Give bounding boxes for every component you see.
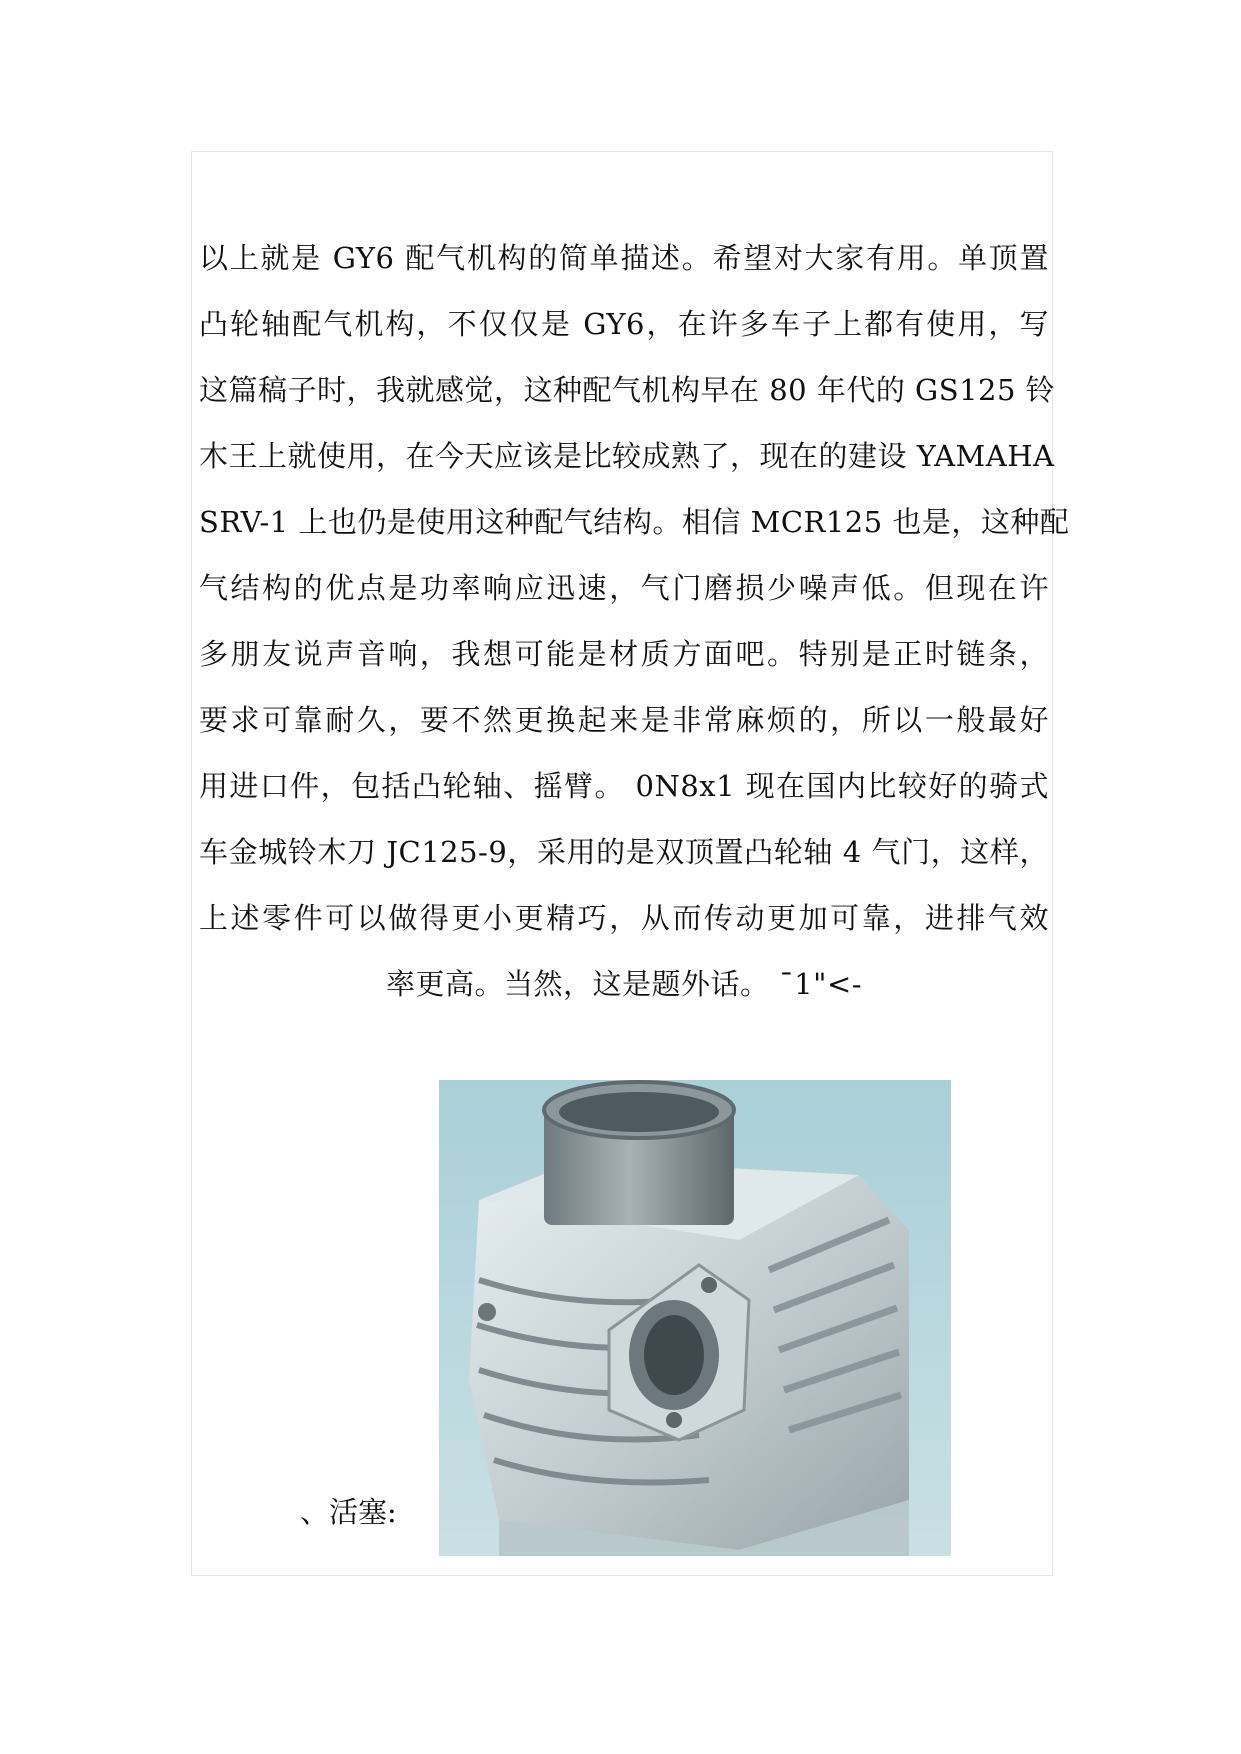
- paragraph-line: 木王上就使用，在今天应该是比较成熟了，现在的建设 YAMAHA: [199, 439, 1055, 473]
- paragraph-line: SRV-1 上也仍是使用这种配气结构。相信 MCR125 也是，这种配: [199, 505, 1070, 539]
- paragraph-line-last: 率更高。当然，这是题外话。 ¯1"<-: [385, 967, 863, 1001]
- section-caption: 、活塞:: [300, 1495, 397, 1529]
- paragraph-line: 这篇稿子时，我就感觉，这种配气机构早在 80 年代的 GS125 铃: [199, 373, 1056, 407]
- paragraph-line: 用进口件，包括凸轮轴、摇臂。 0N8x1 现在国内比较好的骑式: [199, 769, 1049, 803]
- paragraph-line: 多朋友说声音响，我想可能是材质方面吧。特别是正时链条，: [199, 637, 1049, 671]
- paragraph-line: 气结构的优点是功率响应迅速，气门磨损少噪声低。但现在许: [199, 571, 1049, 605]
- paragraph-line: 上述零件可以做得更小更精巧，从而传动更加可靠，进排气效: [199, 901, 1049, 935]
- paragraph-line: 凸轮轴配气机构，不仅仅是 GY6，在许多车子上都有使用，写: [199, 307, 1049, 341]
- cylinder-photo: [439, 1080, 951, 1556]
- paragraph-line: 以上就是 GY6 配气机构的简单描述。希望对大家有用。单顶置: [199, 241, 1049, 275]
- paragraph-line: 要求可靠耐久，要不然更换起来是非常麻烦的，所以一般最好: [199, 703, 1049, 737]
- paragraph-line: 车金城铃木刀 JC125-9，采用的是双顶置凸轮轴 4 气门，这样，: [199, 835, 1049, 869]
